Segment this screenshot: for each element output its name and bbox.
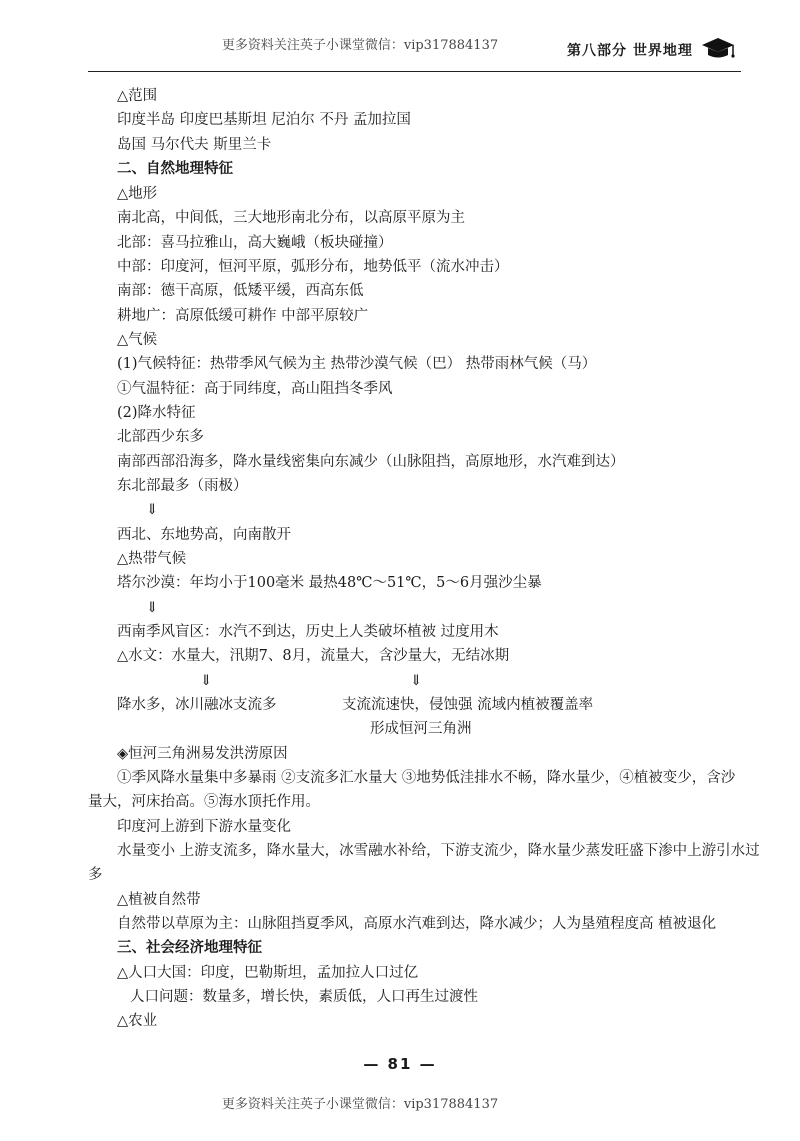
text-line: △地形 bbox=[117, 186, 158, 202]
text-line: ①气温特征：高于同纬度，高山阻挡冬季风 bbox=[117, 381, 393, 397]
header-divider bbox=[88, 71, 741, 72]
graduation-cap-icon bbox=[700, 36, 736, 60]
text-line: 西南季风盲区：水汽不到达，历史上人类破坏植被 过度用木 bbox=[117, 624, 499, 640]
text-line: 中部：印度河，恒河平原，弧形分布，地势低平（流水冲击） bbox=[117, 259, 509, 275]
text-line: ◈恒河三角洲易发洪涝原因 bbox=[117, 746, 288, 762]
text-line: 印度半岛 印度巴基斯坦 尼泊尔 不丹 孟加拉国 bbox=[117, 112, 411, 128]
text-line: 岛国 马尔代夫 斯里兰卡 bbox=[117, 137, 272, 153]
watermark-top: 更多资料关注英子小课堂微信：vip317884137 bbox=[221, 38, 499, 53]
section-heading: 三、社会经济地理特征 bbox=[117, 939, 262, 956]
text-line: 南部：德干高原，低矮平缓，西高东低 bbox=[117, 283, 364, 299]
watermark-bottom: 更多资料关注英子小课堂微信：vip317884137 bbox=[221, 1097, 499, 1112]
text-line: 北部：喜马拉雅山，高大巍峨（板块碰撞） bbox=[117, 235, 393, 251]
text-line: 多 bbox=[88, 867, 103, 883]
text-line: △植被自然带 bbox=[117, 892, 201, 908]
section-heading: 二、自然地理特征 bbox=[117, 160, 233, 177]
text-line: (1)气候特征：热带季风气候为主 热带沙漠气候（巴） 热带雨林气候（马） bbox=[117, 356, 597, 372]
text-line: △人口大国：印度，巴勒斯坦，孟加拉人口过亿 bbox=[117, 965, 419, 981]
text-line: ①季风降水量集中多暴雨 ②支流多汇水量大 ③地势低洼排水不畅，降水量少，④植被变少，含沙 bbox=[117, 770, 736, 786]
text-line: 水量变小 上游支流多，降水量大，冰雪融水补给，下游支流少，降水量少蒸发旺盛下渗中上游引水过 bbox=[117, 843, 760, 859]
text-line: 南部西部沿海多，降水量线密集向东减少（山脉阻挡，高原地形，水汽难到达） bbox=[117, 454, 625, 470]
text-line: (2)降水特征 bbox=[117, 405, 196, 421]
text-line: 北部西少东多 bbox=[117, 429, 204, 445]
text-line: △热带气候 bbox=[117, 551, 187, 567]
text-line: 人口问题：数量多，增长快，素质低，人口再生过渡性 bbox=[130, 989, 478, 1005]
arrow-down: ⇓ bbox=[200, 673, 213, 689]
section-label: 第八部分 世界地理 bbox=[567, 43, 693, 59]
text-line: 印度河上游到下游水量变化 bbox=[117, 819, 291, 835]
text-line: 西北、东地势高，向南散开 bbox=[117, 527, 291, 543]
text-line: 自然带以草原为主：山脉阻挡夏季风，高原水汽难到达，降水减少；人为垦殖程度高 植被退化 bbox=[117, 916, 717, 932]
text-line: △气候 bbox=[117, 332, 158, 348]
page-number: — 81 — bbox=[363, 1055, 437, 1073]
text-line: 耕地广：高原低缓可耕作 中部平原较广 bbox=[117, 308, 369, 324]
arrow-down: ⇓ bbox=[146, 600, 159, 616]
text-line: △农业 bbox=[117, 1013, 158, 1029]
text-line: 形成恒河三角洲 bbox=[370, 721, 472, 737]
text-line: 东北部最多（雨极） bbox=[117, 478, 248, 494]
text-line: 量大，河床抬高。⑤海水顶托作用。 bbox=[88, 794, 320, 810]
text-line: 降水多，冰川融冰支流多 bbox=[117, 697, 277, 713]
text-line: △范围 bbox=[117, 88, 158, 104]
text-line: 南北高，中间低，三大地形南北分布，以高原平原为主 bbox=[117, 210, 465, 226]
text-line: 塔尔沙漠：年均小于100毫米 最热48℃～51℃，5～6月强沙尘暴 bbox=[117, 575, 542, 591]
text-line: △水文：水量大，汛期7、8月，流量大，含沙量大，无结冰期 bbox=[117, 648, 510, 664]
arrow-down: ⇓ bbox=[146, 502, 159, 518]
arrow-down: ⇓ bbox=[410, 673, 423, 689]
text-line: 支流流速快，侵蚀强 流域内植被覆盖率 bbox=[342, 697, 594, 713]
